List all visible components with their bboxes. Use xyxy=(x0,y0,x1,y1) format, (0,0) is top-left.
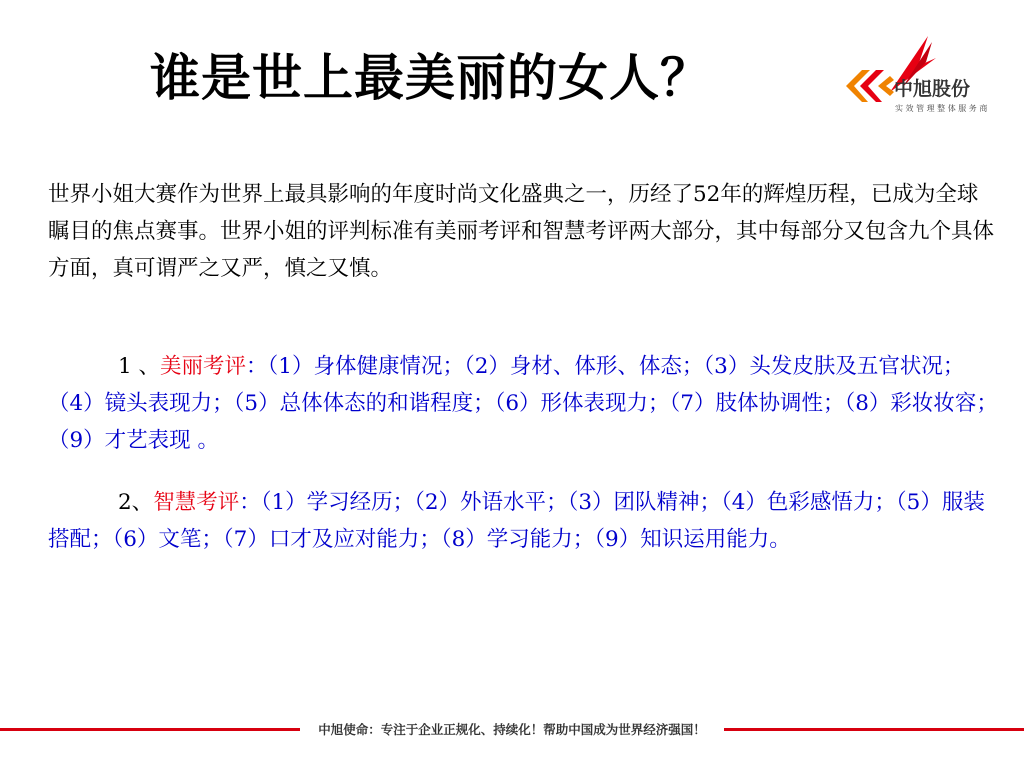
logo-name: 中旭股份 xyxy=(894,78,971,100)
intro-paragraph: 世界小姐大赛作为世界上最具影响的年度时尚文化盛典之一，历经了52年的辉煌历程，已成为全球瞩目的焦点赛事。世界小姐的评判标准有美丽考评和智慧考评两大部分，其中每部分又包含九个具体方面，真可谓严之又严，慎之又慎。 xyxy=(48,182,995,281)
section-wisdom-label: 智慧考评 xyxy=(153,490,240,515)
footer-divider-left xyxy=(0,728,300,731)
section-beauty-content: ：（1）身体健康情况；（2）身材、体形、体态；（3）头发皮肤及五官状况；（4）镜头表现力；（5）总体体态的和谐程度；（6）形体表现力；（7）肢体协调性；（8）彩妆妆容；（9）才艺表现 。 xyxy=(48,354,998,453)
section-beauty xyxy=(48,348,998,459)
section-wisdom-content: ：（1）学习经历；（2）外语水平；（3）团队精神；（4）色彩感悟力；（5）服装搭配；（6）文笔；（7）口才及应对能力；（8）学习能力；（9）知识运用能力。 xyxy=(48,490,985,552)
page-title: 谁是世上最美丽的女人？ xyxy=(150,49,711,107)
logo-tagline: 实 效 管 理 整 体 服 务 商 xyxy=(895,104,988,113)
section-beauty-number: 1 、 xyxy=(118,354,161,379)
footer-divider-right xyxy=(724,728,1024,731)
section-wisdom-number: 2、 xyxy=(118,490,154,515)
company-logo xyxy=(832,32,992,116)
section-beauty-label: 美丽考评 xyxy=(160,354,247,379)
section-wisdom xyxy=(48,484,998,558)
footer-mission: 中旭使命：专注于企业正规化、持续化！帮助中国成为世界经济强国！ xyxy=(318,722,706,737)
